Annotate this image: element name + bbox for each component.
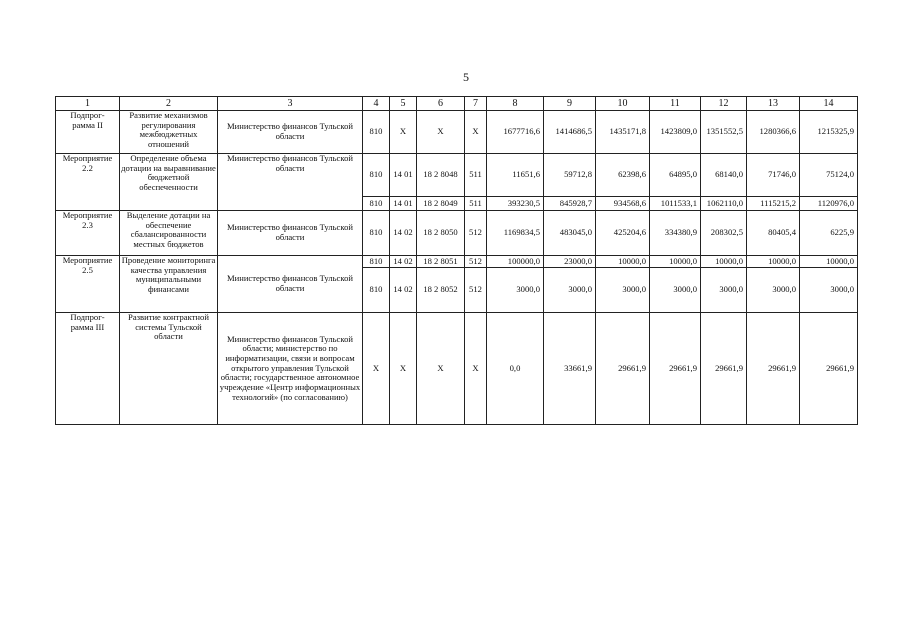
table-row xyxy=(56,256,858,268)
row-executor: Министерство финансов Тульской области xyxy=(218,211,363,256)
row-name: Проведение мониторинга качества управления муниципальными финансами xyxy=(120,256,218,313)
table-cell: 1435171,8 xyxy=(596,111,650,154)
column-header: 7 xyxy=(465,97,487,111)
table-cell: 23000,0 xyxy=(544,256,596,268)
table-cell: X xyxy=(465,111,487,154)
table-cell: 62398,6 xyxy=(596,154,650,197)
row-name: Выделение дотации на обеспечение сбалансированности местных бюджетов xyxy=(120,211,218,256)
table-cell: 18 2 8051 xyxy=(417,256,465,268)
table-cell: 334380,9 xyxy=(650,211,701,256)
row-code: Подпрог- рамма III xyxy=(56,313,120,425)
table-cell: X xyxy=(390,313,417,425)
budget-table xyxy=(55,96,858,425)
table-row xyxy=(56,154,858,197)
table-cell: 10000,0 xyxy=(596,256,650,268)
table-cell: 1011533,1 xyxy=(650,197,701,211)
column-header: 11 xyxy=(650,97,701,111)
row-name: Определение объема дотации на выравнивание бюджетной обеспеченности xyxy=(120,154,218,211)
table-cell: 64895,0 xyxy=(650,154,701,197)
table-cell: 18 2 8052 xyxy=(417,268,465,313)
table-cell: 1169834,5 xyxy=(487,211,544,256)
table-cell: 10000,0 xyxy=(701,256,747,268)
table-cell: 1120976,0 xyxy=(800,197,858,211)
table-header-row xyxy=(56,97,858,111)
table-cell: 1677716,6 xyxy=(487,111,544,154)
table-cell: 18 2 8049 xyxy=(417,197,465,211)
column-header: 12 xyxy=(701,97,747,111)
row-executor: Министерство финансов Тульской области xyxy=(218,256,363,313)
column-header: 10 xyxy=(596,97,650,111)
row-executor: Министерство финансов Тульской области; министерство по информатизации, связи и вопросам открытого управления Тульской области; государственное автономное учреждение «Центр информационных технологий» (по согласованию) xyxy=(218,313,363,425)
table-cell: 810 xyxy=(363,197,390,211)
table-cell: 483045,0 xyxy=(544,211,596,256)
table-cell: 10000,0 xyxy=(650,256,701,268)
column-header: 1 xyxy=(56,97,120,111)
column-header: 3 xyxy=(218,97,363,111)
row-name: Развитие механизмов регулирования межбюджетных отношений xyxy=(120,111,218,154)
table-cell: 810 xyxy=(363,268,390,313)
table-cell: 75124,0 xyxy=(800,154,858,197)
table-cell: 3000,0 xyxy=(747,268,800,313)
table-row xyxy=(56,313,858,425)
table-cell: 11651,6 xyxy=(487,154,544,197)
table-cell: X xyxy=(465,313,487,425)
table-cell: 1062110,0 xyxy=(701,197,747,211)
table-cell: 1351552,5 xyxy=(701,111,747,154)
row-executor: Министерство финансов Тульской области xyxy=(218,111,363,154)
table-cell: 512 xyxy=(465,268,487,313)
table-cell: 14 02 xyxy=(390,268,417,313)
table-cell: 100000,0 xyxy=(487,256,544,268)
table-cell: X xyxy=(390,111,417,154)
table-cell: 29661,9 xyxy=(701,313,747,425)
row-code: Мероприятие 2.3 xyxy=(56,211,120,256)
table-cell: 1115215,2 xyxy=(747,197,800,211)
table-cell: 80405,4 xyxy=(747,211,800,256)
table-cell: 0,0 xyxy=(487,313,544,425)
table-cell: 6225,9 xyxy=(800,211,858,256)
table-cell: X xyxy=(417,111,465,154)
table-cell: 934568,6 xyxy=(596,197,650,211)
table-cell: 1215325,9 xyxy=(800,111,858,154)
table-cell: 14 02 xyxy=(390,256,417,268)
column-header: 4 xyxy=(363,97,390,111)
table-cell: 3000,0 xyxy=(650,268,701,313)
table-cell: 10000,0 xyxy=(800,256,858,268)
table-cell: 3000,0 xyxy=(800,268,858,313)
page-number: 5 xyxy=(463,70,469,84)
table-cell: 810 xyxy=(363,111,390,154)
column-header: 2 xyxy=(120,97,218,111)
table-cell: 810 xyxy=(363,211,390,256)
table-cell: 29661,9 xyxy=(747,313,800,425)
table-cell: 14 01 xyxy=(390,197,417,211)
table-cell: 810 xyxy=(363,256,390,268)
table-cell: 14 02 xyxy=(390,211,417,256)
table-row xyxy=(56,111,858,154)
row-name: Развитие контрактной системы Тульской области xyxy=(120,313,218,425)
table-cell: 29661,9 xyxy=(800,313,858,425)
table-cell: 14 01 xyxy=(390,154,417,197)
table-cell: 33661,9 xyxy=(544,313,596,425)
table-cell: 71746,0 xyxy=(747,154,800,197)
table-cell: 810 xyxy=(363,154,390,197)
table-cell: 1414686,5 xyxy=(544,111,596,154)
table-cell: X xyxy=(417,313,465,425)
table-cell: 512 xyxy=(465,256,487,268)
table-cell: 1423809,0 xyxy=(650,111,701,154)
table-cell: 3000,0 xyxy=(487,268,544,313)
table-row xyxy=(56,211,858,256)
column-header: 6 xyxy=(417,97,465,111)
table-cell: 3000,0 xyxy=(596,268,650,313)
table-cell: 18 2 8048 xyxy=(417,154,465,197)
table-cell: 3000,0 xyxy=(701,268,747,313)
table-cell: 1280366,6 xyxy=(747,111,800,154)
table-cell: 29661,9 xyxy=(596,313,650,425)
column-header: 14 xyxy=(800,97,858,111)
column-header: 5 xyxy=(390,97,417,111)
table-cell: 18 2 8050 xyxy=(417,211,465,256)
table-cell: 208302,5 xyxy=(701,211,747,256)
column-header: 8 xyxy=(487,97,544,111)
table-cell: 68140,0 xyxy=(701,154,747,197)
row-code: Подпрог- рамма II xyxy=(56,111,120,154)
table-cell: 29661,9 xyxy=(650,313,701,425)
row-code: Мероприятие 2.2 xyxy=(56,154,120,211)
table-cell: 512 xyxy=(465,211,487,256)
table-cell: 3000,0 xyxy=(544,268,596,313)
column-header: 9 xyxy=(544,97,596,111)
table-cell: 393230,5 xyxy=(487,197,544,211)
table-cell: 511 xyxy=(465,154,487,197)
table-cell: 10000,0 xyxy=(747,256,800,268)
column-header: 13 xyxy=(747,97,800,111)
row-code: Мероприятие 2.5 xyxy=(56,256,120,313)
table-cell: 425204,6 xyxy=(596,211,650,256)
table-cell: 511 xyxy=(465,197,487,211)
table-cell: X xyxy=(363,313,390,425)
table-cell: 845928,7 xyxy=(544,197,596,211)
table-cell: 59712,8 xyxy=(544,154,596,197)
row-executor: Министерство финансов Тульской области xyxy=(218,154,363,211)
